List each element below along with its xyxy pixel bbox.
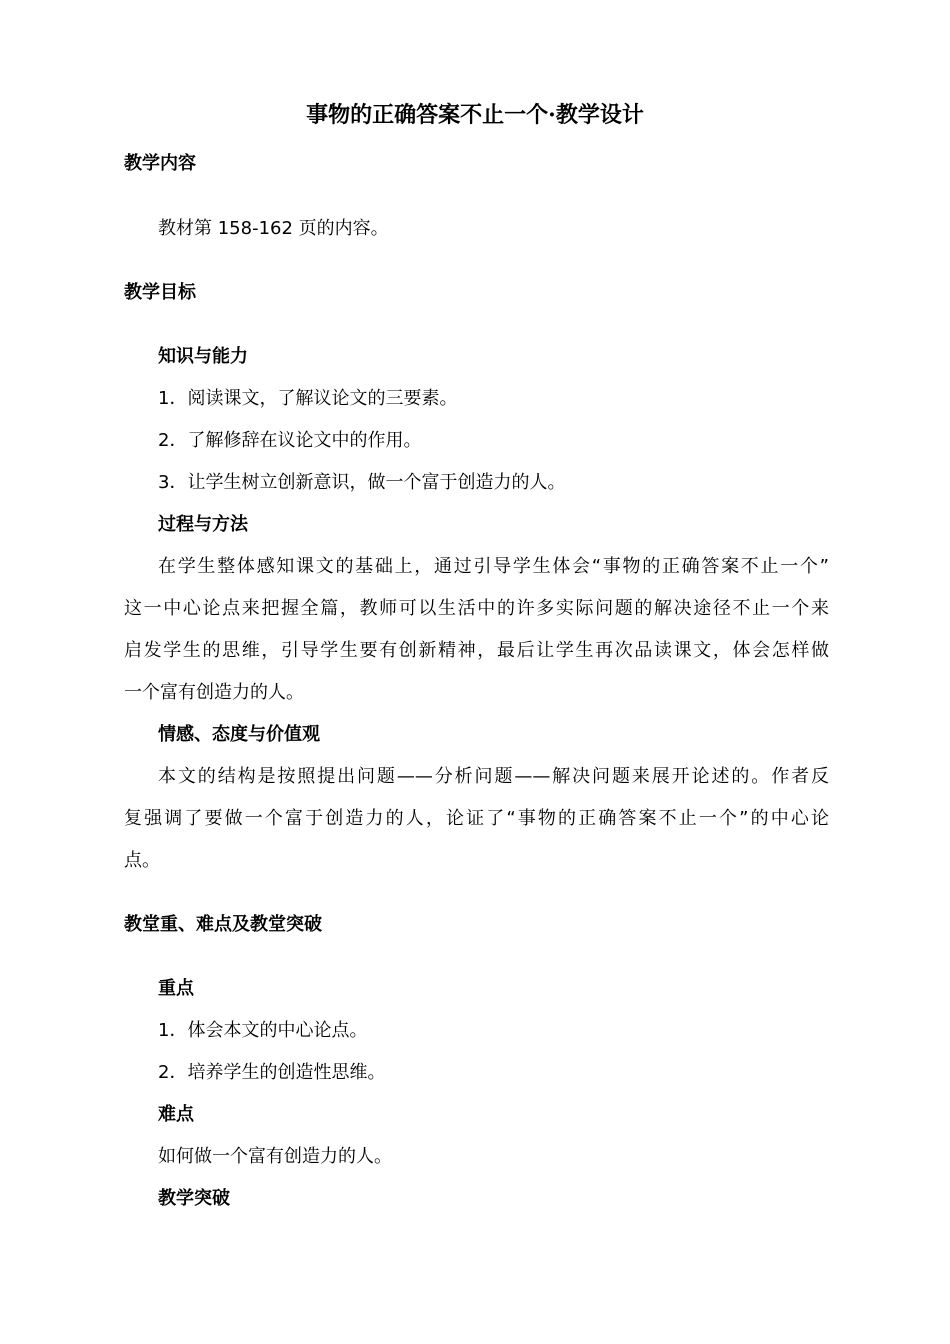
- subheading-focus: 重点: [158, 978, 194, 999]
- document-title: 事物的正确答案不止一个·教学设计: [306, 102, 644, 128]
- knowledge-item: 1．阅读课文，了解议论文的三要素。: [158, 388, 458, 409]
- subheading-process: 过程与方法: [158, 514, 248, 535]
- subheading-difficulty: 难点: [158, 1104, 194, 1125]
- attitude-paragraph-line: 点。: [124, 850, 160, 871]
- section-heading-content: 教学内容: [124, 153, 196, 174]
- focus-item: 2．培养学生的创造性思维。: [158, 1062, 386, 1083]
- content-text: 教材第 158-162 页的内容。: [158, 218, 389, 239]
- knowledge-item: 2．了解修辞在议论文中的作用。: [158, 430, 422, 451]
- section-heading-objectives: 教学目标: [124, 282, 196, 303]
- process-paragraph-line: 这一中心论点来把握全篇，教师可以生活中的许多实际问题的解决途径不止一个来: [124, 598, 829, 619]
- attitude-paragraph-line: 复强调了要做一个富于创造力的人，论证了“事物的正确答案不止一个”的中心论: [124, 808, 829, 829]
- process-paragraph-line: 在学生整体感知课文的基础上，通过引导学生体会“事物的正确答案不止一个”: [158, 556, 829, 577]
- subheading-attitude: 情感、态度与价值观: [158, 724, 320, 745]
- attitude-paragraph-line: 本文的结构是按照提出问题——分析问题——解决问题来展开论述的。作者反: [158, 766, 829, 787]
- process-paragraph-line: 一个富有创造力的人。: [124, 682, 304, 703]
- process-paragraph-line: 启发学生的思维，引导学生要有创新精神，最后让学生再次品读课文，体会怎样做: [124, 640, 829, 661]
- knowledge-item: 3．让学生树立创新意识，做一个富于创造力的人。: [158, 472, 566, 493]
- difficulty-text: 如何做一个富有创造力的人。: [158, 1146, 392, 1167]
- focus-item: 1．体会本文的中心论点。: [158, 1020, 368, 1041]
- subheading-breakthrough: 教学突破: [158, 1188, 230, 1209]
- section-heading-keypoints: 教堂重、难点及教堂突破: [124, 914, 322, 935]
- subheading-knowledge: 知识与能力: [158, 346, 248, 367]
